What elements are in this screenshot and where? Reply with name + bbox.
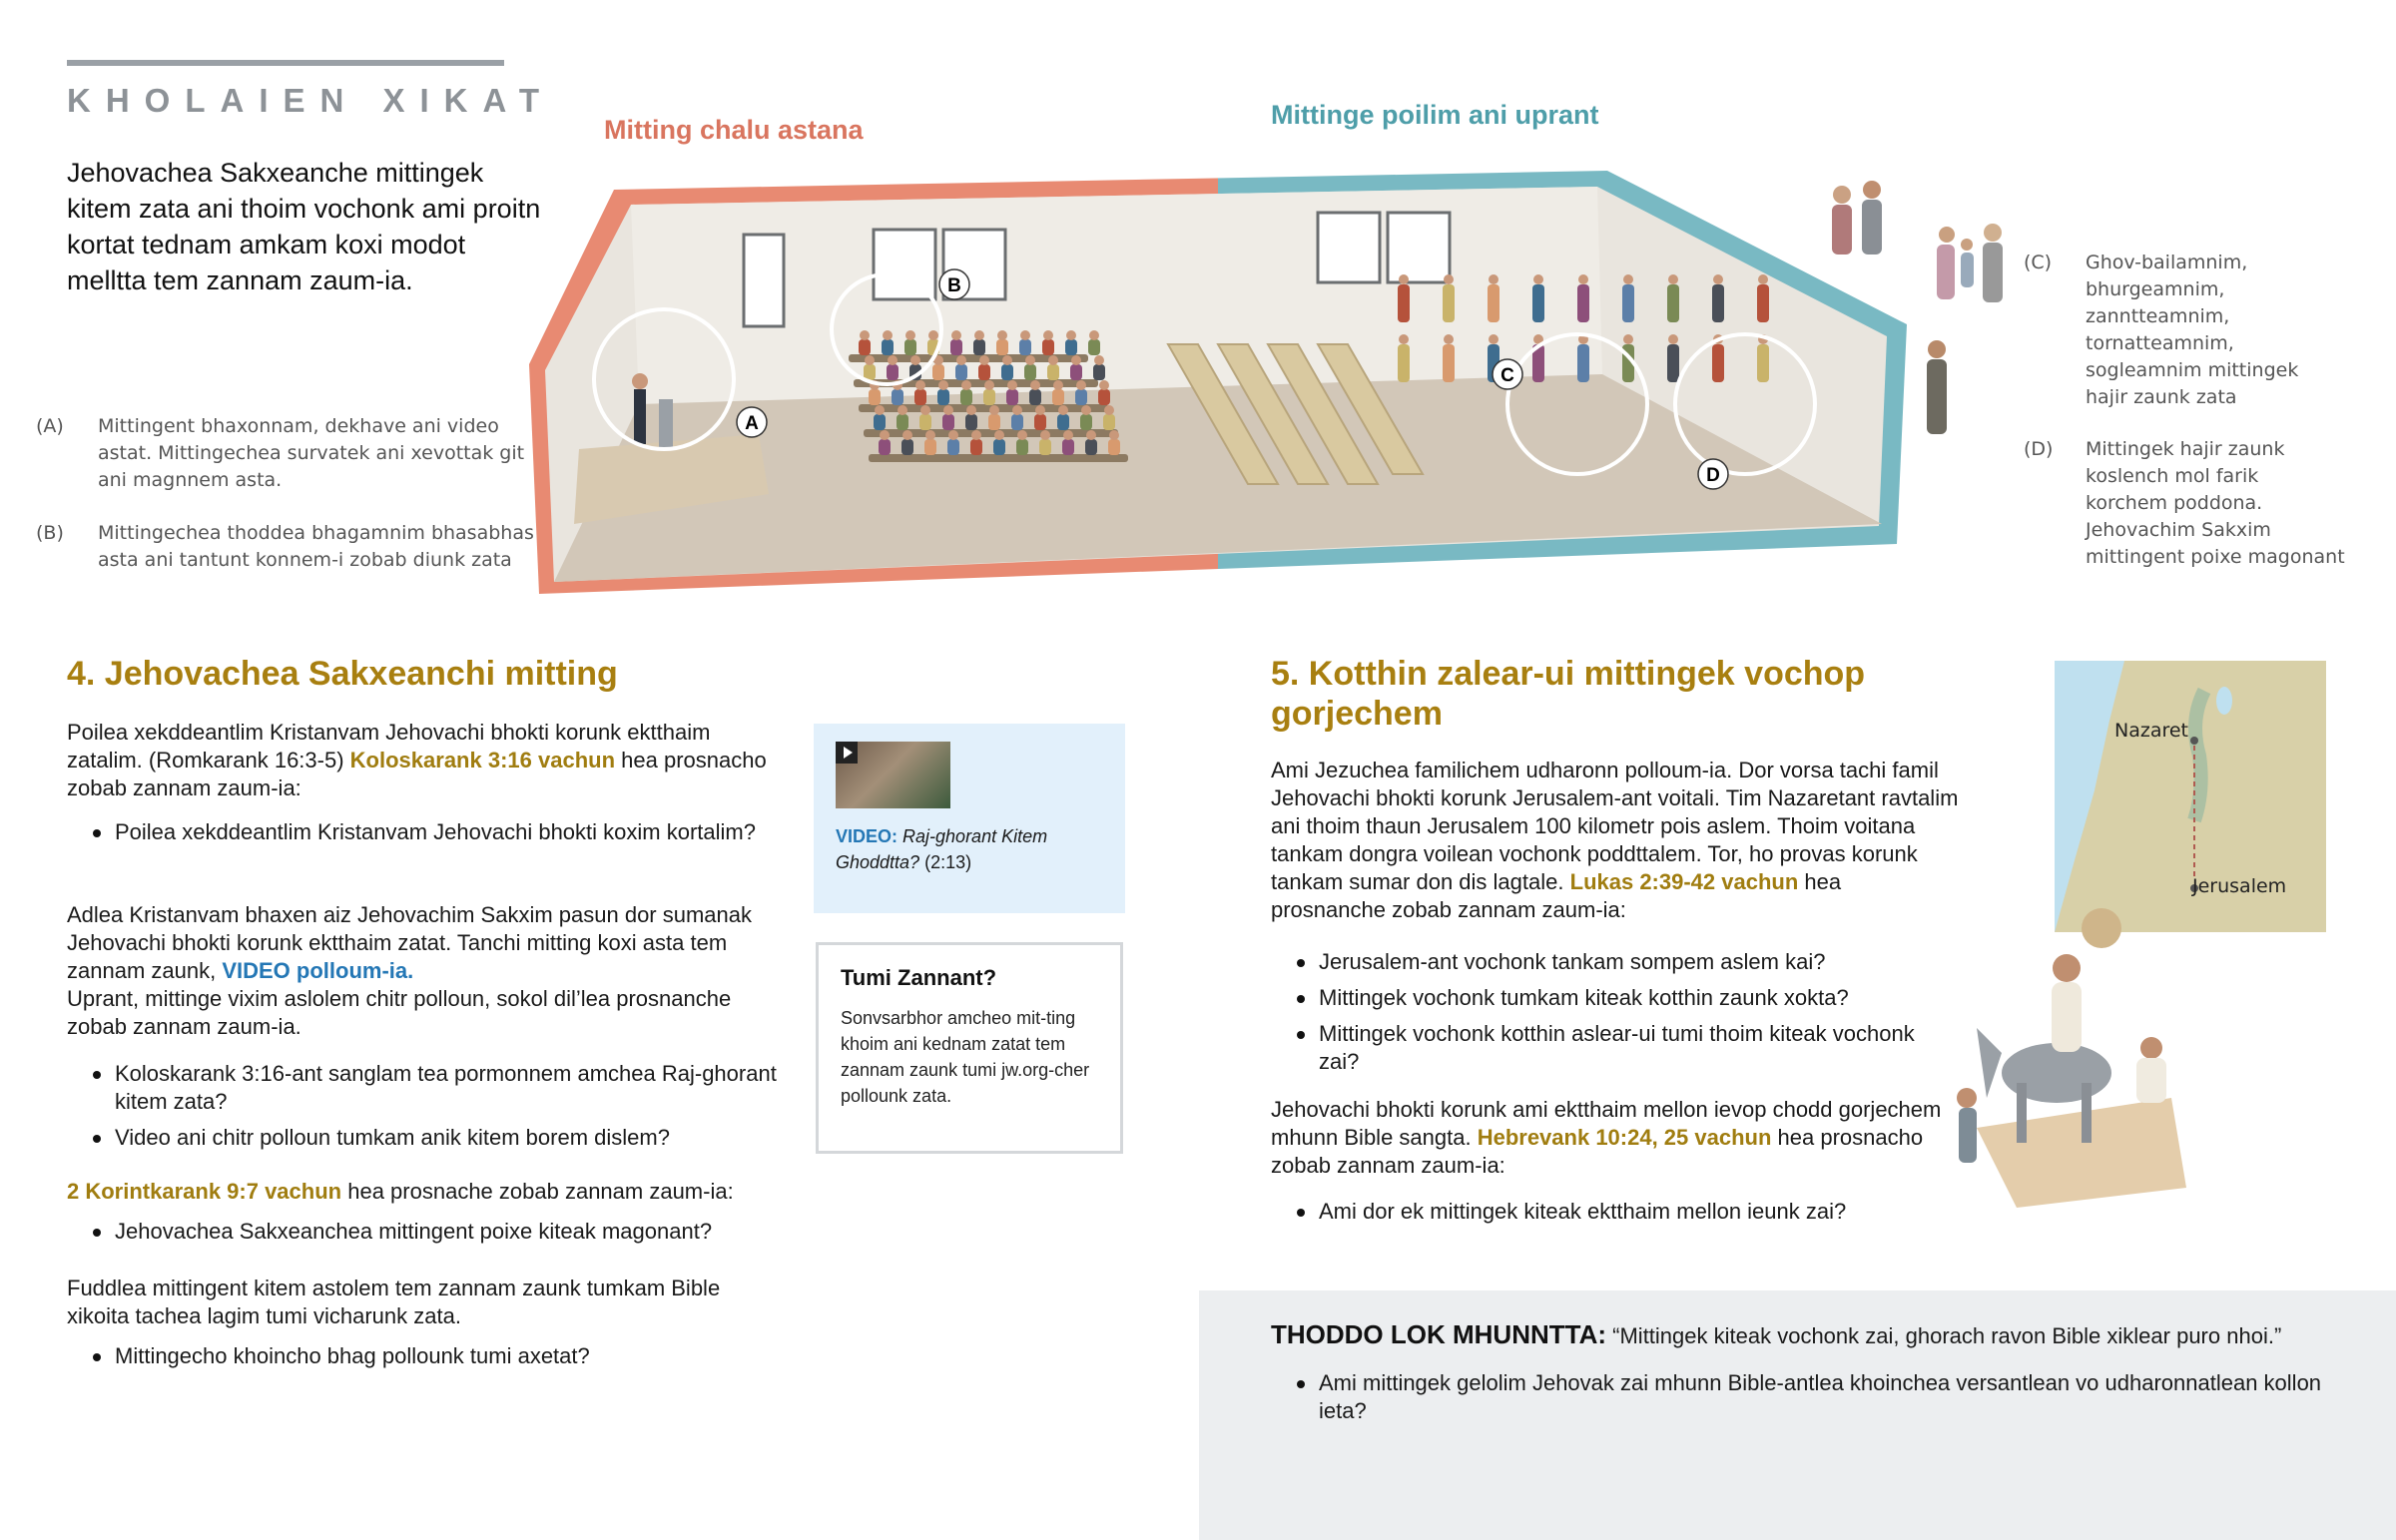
question-item: Koloskarank 3:16-ant sanglam tea pormonnem amchea Raj-ghorant kitem zata?	[67, 1060, 786, 1116]
caption-b	[36, 520, 547, 574]
video-title[interactable]: Raj-ghorant Kitem Ghoddtta?	[836, 826, 1048, 872]
caption-b-letter: (B)	[36, 522, 64, 544]
video-card[interactable]	[814, 724, 1125, 913]
section-4-question-list-1	[67, 818, 786, 854]
marker-c-label: C	[1500, 365, 1514, 386]
video-label: VIDEO:	[836, 826, 898, 846]
section-4-question-list-2	[67, 1060, 786, 1160]
question-item: Mittingecho khoincho bhag pollounk tumi axetat?	[67, 1342, 786, 1370]
video-link[interactable]: VIDEO polloum-ia.	[222, 958, 414, 983]
question-item: Jehovachea Sakxeanchea mittingent poixe kiteak magonant?	[67, 1218, 786, 1246]
some-say-question-list	[1271, 1369, 2349, 1433]
question-item: Mittingek vochonk tumkam kiteak kotthin zaunk xokta?	[1271, 984, 1960, 1012]
some-say-quote: “Mittingek kiteak vochonk zai, ghorach ravon Bible xiklear puro nhoi.”	[1612, 1323, 2282, 1348]
s4-p1-scripture-link[interactable]: Koloskarank 3:16 vachun	[349, 748, 616, 772]
caption-c-text: Ghov-bailamnim, bhurgeamnim, zanntteamnim, tornatteamnim, sogleamnim mittingek hajir zaunk zata	[2086, 252, 2299, 408]
question-item: Ami dor ek mittingek kiteak ektthaim mellon ieunk zai?	[1271, 1198, 1960, 1226]
section-4-question-list-3	[67, 1218, 786, 1254]
s5-p2-text: Jehovachi bhokti korunk ami ektthaim mellon ievop chodd gorjechem mhunn Bible sangta.	[1271, 1097, 1942, 1150]
nazaret-dot	[2190, 737, 2198, 745]
question-item: Video ani chitr polloun tumkam anik kitem borem dislem?	[67, 1124, 786, 1152]
some-say-statement	[1271, 1319, 2349, 1351]
caption-a-text: Mittingent bhaxonnam, dekhave ani video astat. Mittingechea survatek ani xevottak git ani magnnem asta.	[98, 415, 525, 491]
did-you-know-title: Tumi Zannant?	[841, 965, 997, 990]
caption-c-letter: (C)	[2024, 252, 2053, 273]
section-4-paragraph-4: Fuddlea mittingent kitem astolem tem zannam zaunk tumkam Bible xikoita tachea lagim tumi vicharunk zata.	[67, 1276, 721, 1328]
question-item: Mittingek vochonk kotthin aslear-ui tumi thoim kiteak vochonk zai?	[1271, 1020, 1960, 1076]
section-4-paragraph-3	[67, 1178, 786, 1206]
page-title: KHOLAIEN XIKAT	[67, 82, 555, 119]
s4-p2-tail: Uprant, mittinge vixim aslolem chitr polloun, sokol dil’lea prosnanche zobab zannam zaum-ia.	[67, 986, 732, 1039]
did-you-know-box	[816, 942, 1123, 1154]
marker-a-label: A	[745, 413, 759, 434]
kingdom-hall-illustration	[519, 165, 1917, 609]
section-5-question-list-2	[1271, 1198, 1960, 1234]
marker-b-label: B	[947, 275, 961, 296]
s5-p2-scripture-link[interactable]: Hebrevank 10:24, 25 vachun	[1477, 1125, 1772, 1150]
video-duration: (2:13)	[924, 852, 972, 872]
s4-p1-tail: hea prosnacho zobab zannam zaum-ia:	[67, 748, 767, 800]
section-4-question-list-4	[67, 1342, 786, 1378]
map-label-jerusalem: Jerusalem	[2192, 875, 2287, 897]
s4-p2-text: Adlea Kristanvam bhaxen aiz Jehovachim Sakxim pasun dor sumanak Jehovachi bhokti korunk ektthaim zatat. Tanchi mitting koxi asta tem zannam zaunk,	[67, 902, 753, 983]
section-5-question-list-1	[1271, 948, 1960, 1084]
video-thumbnail[interactable]	[836, 742, 950, 808]
s4-p1-text: Poilea xekddeantlim Kristanvam Jehovachi bhokti korunk ektthaim zatalim. (Romkarank 16:3-5)	[67, 720, 711, 772]
caption-b-text: Mittingechea thoddea bhagamnim bhasabhas asta ani tantunt konnem-i zobab diunk zata	[98, 522, 534, 571]
caption-d-text: Mittingek hajir zaunk koslench mol farik korchem poddona. Jehovachim Sakxim mittingent poixe magonant	[2086, 438, 2345, 568]
s4-p3-tail: hea prosnache zobab zannam zaum-ia:	[347, 1179, 734, 1204]
caption-c	[2024, 250, 2345, 411]
header-rule	[67, 60, 504, 66]
video-caption	[836, 823, 1115, 875]
section-4-paragraph-2	[67, 901, 786, 1041]
s5-p1-tail: hea prosnanche zobab zannam zaum-ia:	[1271, 869, 1842, 922]
caption-d	[2024, 436, 2345, 571]
intro-text: Jehovachea Sakxeanche mittingek kitem zata ani thoim vochonk ami proitn kortat tednam amkam koxi modot melltta tem zannam zaum-ia.	[67, 158, 541, 295]
hall-right-label: Mittinge poilim ani uprant	[1271, 100, 1599, 130]
s5-p1-scripture-link[interactable]: Lukas 2:39-42 vachun	[1569, 869, 1799, 894]
caption-d-letter: (D)	[2024, 438, 2054, 460]
family-journey-illustration	[1917, 858, 2186, 1218]
s4-p3-scripture-link[interactable]: 2 Korintkarank 9:7 vachun	[67, 1179, 342, 1204]
section-4-paragraph-1	[67, 719, 786, 802]
question-item: Poilea xekddeantlim Kristanvam Jehovachi bhokti koxim kortalim?	[67, 818, 786, 846]
arriving-people-illustration	[1817, 175, 2017, 474]
s5-p1-text: Ami Jezuchea familichem udharonn polloum-ia. Dor vorsa tachi famil Jehovachi bhokti korunk Jerusalem-ant voitali. Tim Nazaretant ravtalim ani thoim thaun Jerusalem 100 kilometr pois aslem. Thoim voitana tankam dongra voilean vochonk poddttalem. Tor, ho provas korunk tankam sumar don dis lagtale.	[1271, 758, 1959, 894]
caption-a	[36, 413, 547, 494]
some-say-label: THODDO LOK MHUNNTTA:	[1271, 1319, 1607, 1349]
did-you-know-text: Sonvsarbhor amcheo mit-ting khoim ani kednam zatat tem zannam zaunk tumi jw.org-cher pollounk zata.	[841, 1008, 1090, 1106]
question-item: Ami mittingek gelolim Jehovak zai mhunn Bible-antlea khoinchea versantlean vo udharonnatlean kollon ieta?	[1271, 1369, 2349, 1425]
hall-left-label: Mitting chalu astana	[604, 115, 864, 145]
caption-a-letter: (A)	[36, 415, 64, 437]
section-5-paragraph-1	[1271, 757, 1960, 924]
section-5-paragraph-2	[1271, 1096, 1960, 1180]
section-5-heading: 5. Kotthin zalear-ui mittingek vochop gorjechem	[1271, 655, 1866, 733]
play-icon[interactable]	[836, 742, 858, 764]
question-item: Jerusalem-ant vochonk tankam sompem aslem kai?	[1271, 948, 1960, 976]
map-label-nazaret: Nazaret	[2114, 720, 2189, 742]
s5-p2-tail: hea prosnacho zobab zannam zaum-ia:	[1271, 1125, 1924, 1178]
section-4-heading: 4. Jehovachea Sakxeanchi mitting	[67, 655, 618, 693]
marker-d-label: D	[1706, 465, 1720, 486]
